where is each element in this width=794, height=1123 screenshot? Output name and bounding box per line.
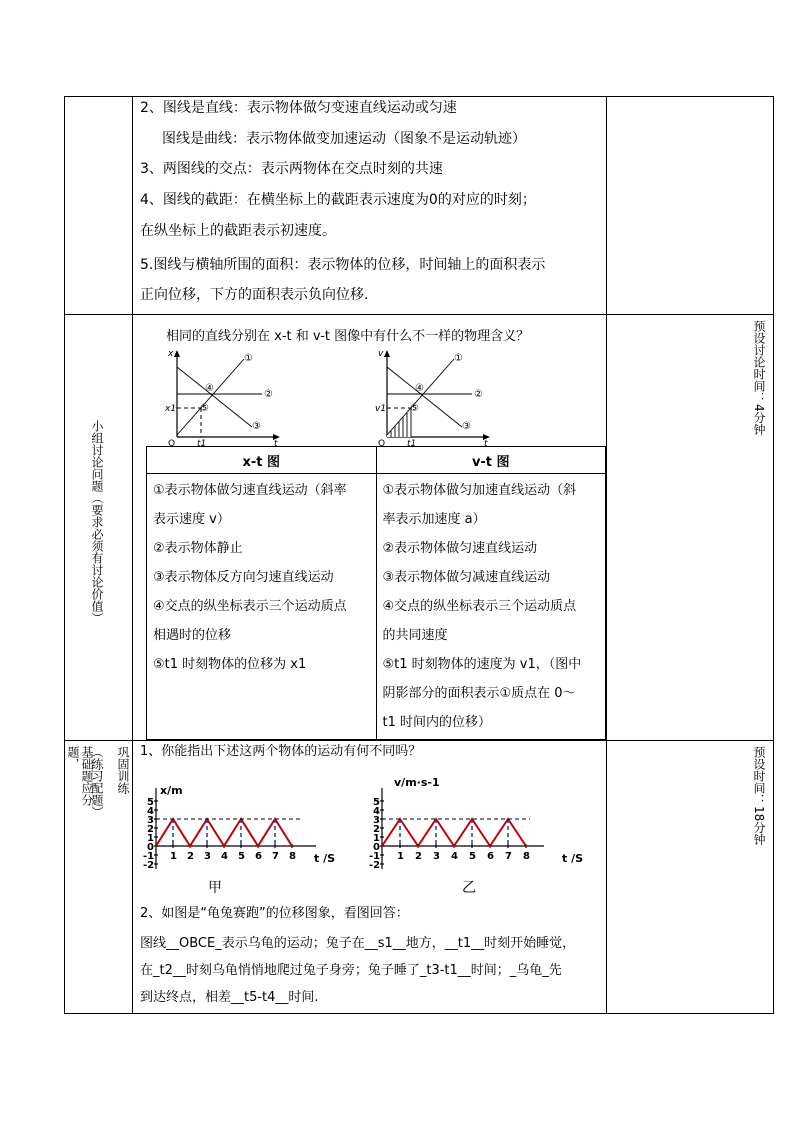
s1-line-5: 在纵坐标上的截距表示初速度。 [140,223,336,239]
xt-item-1: ①表示物体做匀速直线运动（斜率 [153,483,347,498]
xt-item-5: ④交点的纵坐标表示三个运动质点 [153,599,347,614]
xt-description-cell [147,474,377,740]
practice-label-col3: 基础题应分题， [66,746,94,806]
s1-line-4: 4、图线的截距：在横坐标上的截距表示速度为0的对应的时刻； [140,192,536,208]
chart-jia-x-tick-label: 7 [272,851,279,862]
xt-graph [164,347,284,447]
chart-jia-x-tick-label: 1 [170,851,177,862]
xt-line-1 [177,359,244,435]
discussion-question: 相同的直线分别在 x-t 和 v-t 图像中有什么不一样的物理含义？ [166,329,530,344]
chart-yi-y-label: v/m·s-1 [394,778,440,789]
question-1: 1、你能指出下述这两个物体的运动有何不同吗？ [140,744,422,759]
discussion-time-label: 预设讨论时间：4分钟 [752,320,766,436]
chart-jia-y-tick-label: -1 [143,851,155,862]
chart-jia-y-label: x/m [160,784,183,797]
xt-y-axis-label: x [168,349,174,359]
practice-label-col1: 巩固训练 [116,746,130,794]
col-header-xt: x-t 图 [147,447,377,474]
chart-yi-y-tick-label: 3 [373,815,380,826]
vt-item-4: ③表示物体做匀减速直线运动 [382,570,551,585]
chart-jia-x-tick-label: 2 [187,851,194,862]
vt-mark-1: ① [454,353,463,364]
chart-yi-x-tick-label: 1 [397,851,404,862]
col-header-vt: v-t 图 [376,447,606,474]
chart-jia-y-tick-label: 4 [147,806,154,817]
chart-yi-caption: 乙 [462,880,476,896]
vt-mark-3: ③ [462,421,471,432]
s1-line-7: 正向位移，下方的面积表示负向位移. [140,287,369,303]
practice-time-label: 预设时间：18分钟 [752,746,766,846]
vt-x-axis-label: t [484,439,488,447]
chart-jia-y-tick-label: 2 [147,824,154,835]
chart-yi-y-tick-label: 0 [373,842,380,853]
answer-line-3: 到达终点，相差__t5-t4__时间. [140,990,319,1005]
chart-jia-x-tick-label: 5 [238,851,245,862]
practice-label-col2: （练习配题） [90,746,104,818]
chart-jia-x-tick-label: 3 [204,851,211,862]
chart-yi-y-tick-label: 4 [373,806,380,817]
vt-line-1 [387,359,454,435]
xt-mark-4: ④ [205,383,214,394]
chart-jia-y-tick-label: 3 [147,815,154,826]
chart-yi-x-tick-label: 4 [451,851,458,862]
s1-line-2: 图线是曲线：表示物体做变加速运动（图象不是运动轨迹） [162,131,526,147]
chart-jia-x-tick-label: 6 [255,851,262,862]
xt-item-7: ⑤t1 时刻物体的位移为 x1 [153,657,307,672]
xt-t1-label: t1 [197,439,207,447]
vt-item-9: t1 时间内的位移） [382,715,492,730]
chart-yi-x-tick-label: 8 [523,851,530,862]
chart-jia-x-tick-label: 4 [221,851,228,862]
vt-y-arrow [384,350,390,357]
vt-origin-label: O [378,439,386,447]
comparison-table [146,446,606,740]
chart-yi-series-line [382,819,526,846]
chart-yi-x-tick-label: 6 [487,851,494,862]
xt-mark-5: ⑤ [200,403,209,414]
xt-origin-label: O [168,439,176,447]
xt-mark-1: ① [244,353,253,364]
chart-jia-y-tick-label: 0 [147,842,154,853]
xt-mark-2: ② [264,389,273,400]
chart-jia-x-label: t /S [314,852,336,865]
xt-x-axis-label: t [274,439,278,447]
chart-yi-y-tick-label: 1 [373,833,380,844]
xt-mark-3: ③ [252,421,261,432]
xt-item-2: 表示速度 v） [153,512,230,527]
s1-line-6: 5.图线与横轴所围的面积：表示物体的位移，时间轴上的面积表示 [140,257,546,273]
vt-mark-4: ④ [415,383,424,394]
vt-item-2: 率表示加速度 a） [382,512,486,527]
xt-y-arrow [174,350,180,357]
row1-right-cell [606,96,774,315]
chart-yi-x-tick-label: 7 [505,851,512,862]
row2-right-cell [606,314,774,741]
vt-item-7: ⑤t1 时刻物体的速度为 v1，（图中 [382,657,582,672]
vt-item-8: 阴影部分的面积表示①质点在 0～ [382,686,576,701]
chart-yi-y-tick-label: -1 [369,851,381,862]
chart-jia-y-tick-label: 5 [147,797,154,808]
chart-yi-x-tick-label: 3 [433,851,440,862]
vt-y-axis-label: v [378,349,384,359]
xt-x1-label: x1 [165,404,177,414]
xt-item-4: ③表示物体反方向匀速直线运动 [153,570,334,585]
vt-line-3 [387,367,462,427]
vt-mark-2: ② [474,389,483,400]
chart-jia-x-tick-label: 8 [289,851,296,862]
chart-yi-x-label: t /S [562,852,584,865]
chart-yi-y-tick-label: 5 [373,797,380,808]
chart-jia [140,778,350,872]
discussion-label: 小组讨论问题（要求必须有讨论价值） [90,420,104,624]
vt-description-cell [376,474,606,740]
xt-line-3 [177,367,252,427]
vt-item-5: ④交点的纵坐标表示三个运动质点 [382,599,577,614]
vt-graph [374,347,494,447]
question-2: 2、如图是“龟兔赛跑”的位移图象，看图回答： [140,906,409,921]
chart-yi [366,778,596,872]
answer-line-1: 图线__OBCE_表示乌龟的运动；兔子在__s1__地方，__t1__时刻开始睡觉， [140,936,576,951]
chart-yi-y-tick-label: 2 [373,824,380,835]
answer-line-2: 在_t2__时刻乌龟悄悄地爬过兔子身旁；兔子睡了_t3-t1__时间；_乌龟_先 [140,963,562,978]
vt-item-1: ①表示物体做匀加速直线运动（斜 [382,483,577,498]
chart-yi-y-tick-label: -2 [369,860,381,871]
s1-line-1: 2、图线是直线：表示物体做匀变速直线运动或匀速 [140,100,457,116]
row1-left-cell [64,96,133,315]
vt-item-6: 的共同速度 [382,628,448,643]
vt-item-3: ②表示物体做匀速直线运动 [382,541,538,556]
chart-jia-y-tick-label: 1 [147,833,154,844]
s1-line-3: 3、两图线的交点：表示两物体在交点时刻的共速 [140,161,443,177]
chart-jia-y-tick-label: -2 [143,860,155,871]
chart-jia-caption: 甲 [208,880,222,896]
chart-jia-series-line [156,819,292,846]
vt-v1-label: v1 [375,404,387,414]
chart-yi-x-tick-label: 5 [469,851,476,862]
xt-item-3: ②表示物体静止 [153,541,243,556]
chart-yi-x-tick-label: 2 [415,851,422,862]
row3-right-cell [606,740,774,1014]
vt-mark-5: ⑤ [410,403,419,414]
xt-item-6: 相遇时的位移 [153,628,232,643]
vt-t1-label: t1 [407,439,417,447]
